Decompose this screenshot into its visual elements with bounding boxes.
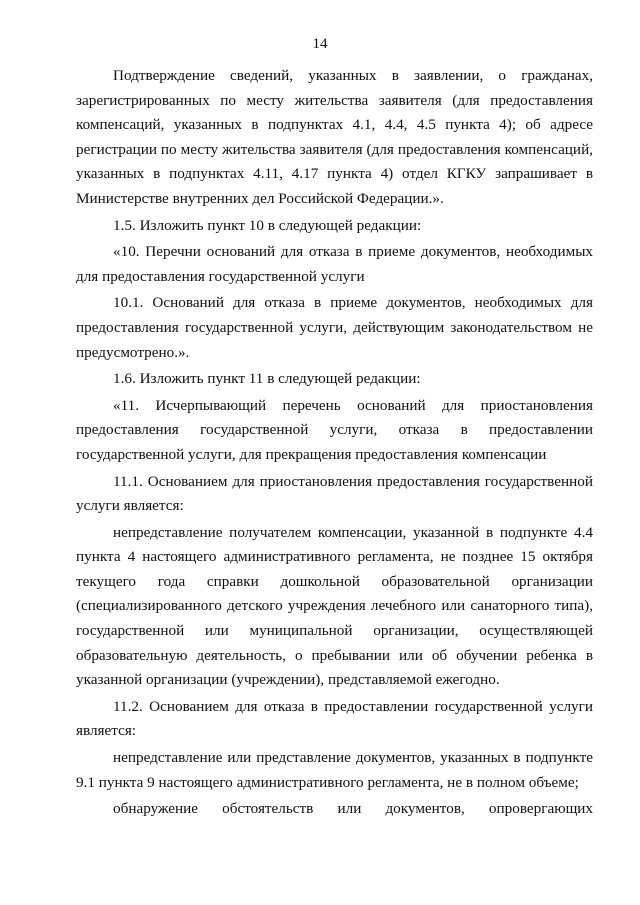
paragraph-11-heading: «11. Исчерпывающий перечень оснований для приостановления предоставления государственной услуги, отказа в предоставлении государственной услуги, для прекращения предоставления компенсации — [76, 396, 593, 463]
paragraph-10-heading: «10. Перечни оснований для отказа в приеме документов, необходимых для предоставления государственной услуги — [76, 243, 593, 285]
paragraph-1-5: 1.5. Изложить пункт 10 в следующей редакции: — [113, 216, 422, 234]
paragraph-11-2: 11.2. Основанием для отказа в предоставлении государственной услуги является: — [76, 697, 593, 740]
paragraph-11-1: 11.1. Основанием для приостановления предоставления государственной услуги является: — [76, 472, 593, 515]
paragraph-1-6: 1.6. Изложить пункт 11 в следующей редакции: — [113, 370, 421, 388]
document-body — [76, 64, 593, 822]
paragraph-mvd-confirmation: Подтверждение сведений, указанных в заявлении, о гражданах, зарегистрированных по месту жительства заявителя (для предоставления компенсаций, указанных в подпунктах 4.1, 4.4, 4.5 пункта 4); об адресе регистрации по месту жительства заявителя (для предоставления компенсаций, указанных в подпунктах 4.11, 4.17 пункта 4) отдел КГКУ запрашивает в Министерстве внутренних дел Российской Федерации.». — [76, 67, 593, 207]
paragraph-11-2-item-2: обнаружение обстоятельств или документов, опровергающих — [113, 800, 593, 818]
paragraph-11-1-detail: непредставление получателем компенсации, указанной в подпункте 4.4 пункта 4 настоящего административного регламента, не позднее 15 октября текущего года справки дошкольной образовательной организации (специализированного детского учреждения лечебного или санаторного типа), государственной или муниципальной организации, осуществляющей образовательную деятельность, о пребывании или об обучении ребенка в указанной организации (учреждении), представляемой ежегодно. — [76, 523, 593, 689]
paragraph-11-2-item-1: непредставление или представление документов, указанных в подпункте 9.1 пункта 9 настоящего административного регламента, не в полном объеме; — [76, 749, 593, 791]
paragraph-10-1: 10.1. Оснований для отказа в приеме документов, необходимых для предоставления государственной услуги, действующим законодательством не предусмотрено.». — [76, 294, 593, 361]
page-number: 14 — [312, 36, 328, 52]
